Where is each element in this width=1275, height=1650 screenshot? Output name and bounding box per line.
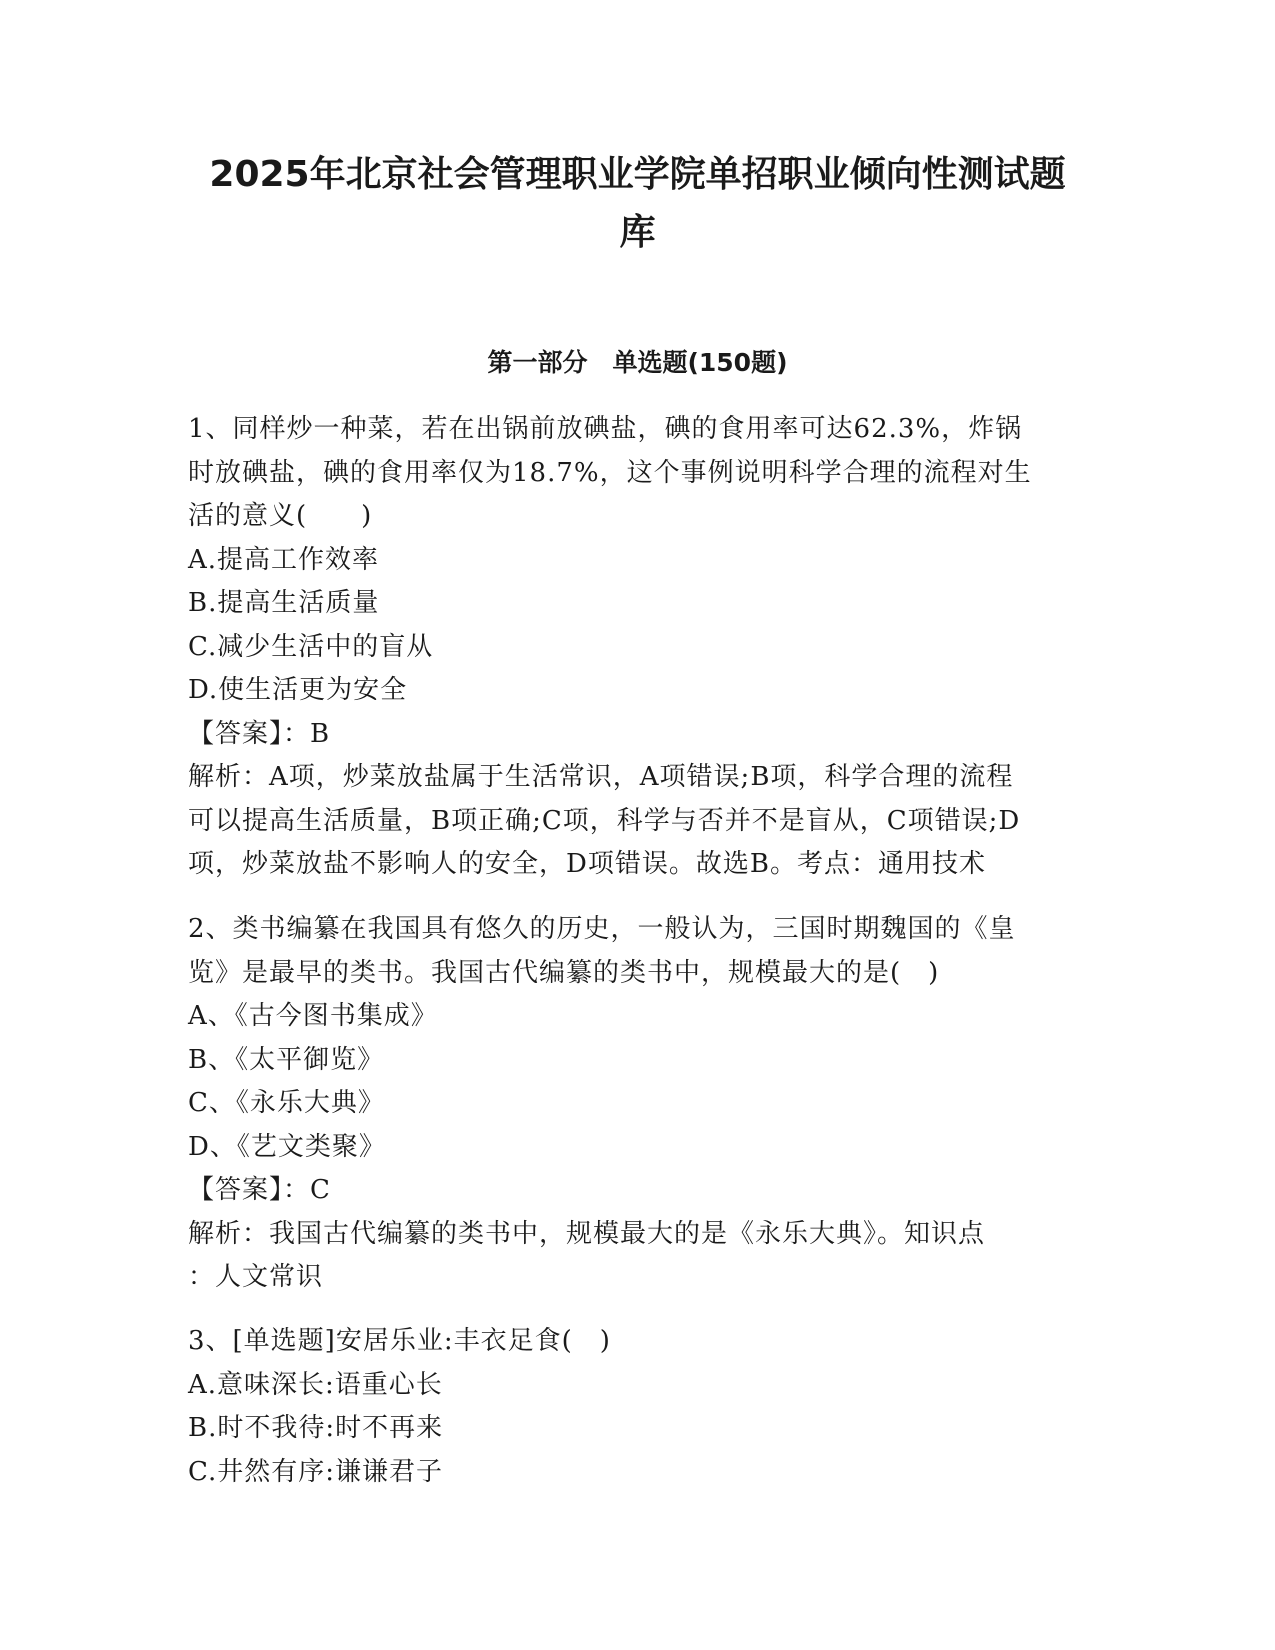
option-b: B.提高生活质量 bbox=[188, 588, 380, 618]
explanation-line: 解析：A项，炒菜放盐属于生活常识，A项错误;B项，科学合理的流程 bbox=[188, 762, 1014, 792]
section-heading: 第一部分 单选题(150题) bbox=[487, 348, 788, 377]
document-title-line-1: 2025年北京社会管理职业学院单招职业倾向性测试题 bbox=[209, 154, 1066, 195]
option-b: B.时不我待:时不再来 bbox=[188, 1413, 444, 1443]
answer-line: 【答案】：C bbox=[188, 1175, 331, 1205]
question-stem-line: 3、[单选题]安居乐业:丰衣足食( ) bbox=[188, 1326, 611, 1356]
question-stem-line: 2、类书编纂在我国具有悠久的历史，一般认为，三国时期魏国的《皇 bbox=[188, 914, 1016, 944]
question-stem-line: 活的意义( ) bbox=[188, 501, 373, 531]
option-a: A.意味深长:语重心长 bbox=[188, 1369, 443, 1400]
question-stem-line: 览》是最早的类书。我国古代编纂的类书中，规模最大的是( ) bbox=[188, 957, 940, 988]
explanation-line: 项，炒菜放盐不影响人的安全，D项错误。故选B。考点：通用技术 bbox=[188, 849, 986, 879]
option-d: D、《艺文类聚》 bbox=[188, 1131, 386, 1162]
option-a: A.提高工作效率 bbox=[188, 544, 380, 575]
question-2 bbox=[188, 908, 1088, 1300]
option-c: C、《永乐大典》 bbox=[188, 1088, 385, 1118]
question-stem-line: 时放碘盐，碘的食用率仅为18.7%，这个事例说明科学合理的流程对生 bbox=[188, 457, 1032, 488]
question-stem-line: 1、同样炒一种菜，若在出锅前放碘盐，碘的食用率可达62.3%，炸锅 bbox=[188, 414, 1023, 444]
explanation-line: 可以提高生活质量，B项正确;C项，科学与否并不是盲从，C项错误;D bbox=[188, 805, 1021, 836]
explanation-line: ：人文常识 bbox=[188, 1262, 324, 1292]
question-1 bbox=[188, 408, 1088, 887]
option-b: B、《太平御览》 bbox=[188, 1044, 385, 1075]
option-c: C.减少生活中的盲从 bbox=[188, 631, 434, 662]
document-title-line-2: 库 bbox=[619, 212, 656, 253]
option-a: A、《古今图书集成》 bbox=[188, 1001, 438, 1031]
answer-line: 【答案】：B bbox=[188, 718, 331, 749]
option-c: C.井然有序:谦谦君子 bbox=[188, 1456, 443, 1487]
document-title bbox=[160, 146, 1115, 262]
question-3 bbox=[188, 1320, 1088, 1494]
explanation-line: 解析：我国古代编纂的类书中，规模最大的是《永乐大典》。知识点 bbox=[188, 1218, 986, 1249]
option-d: D.使生活更为安全 bbox=[188, 675, 408, 705]
